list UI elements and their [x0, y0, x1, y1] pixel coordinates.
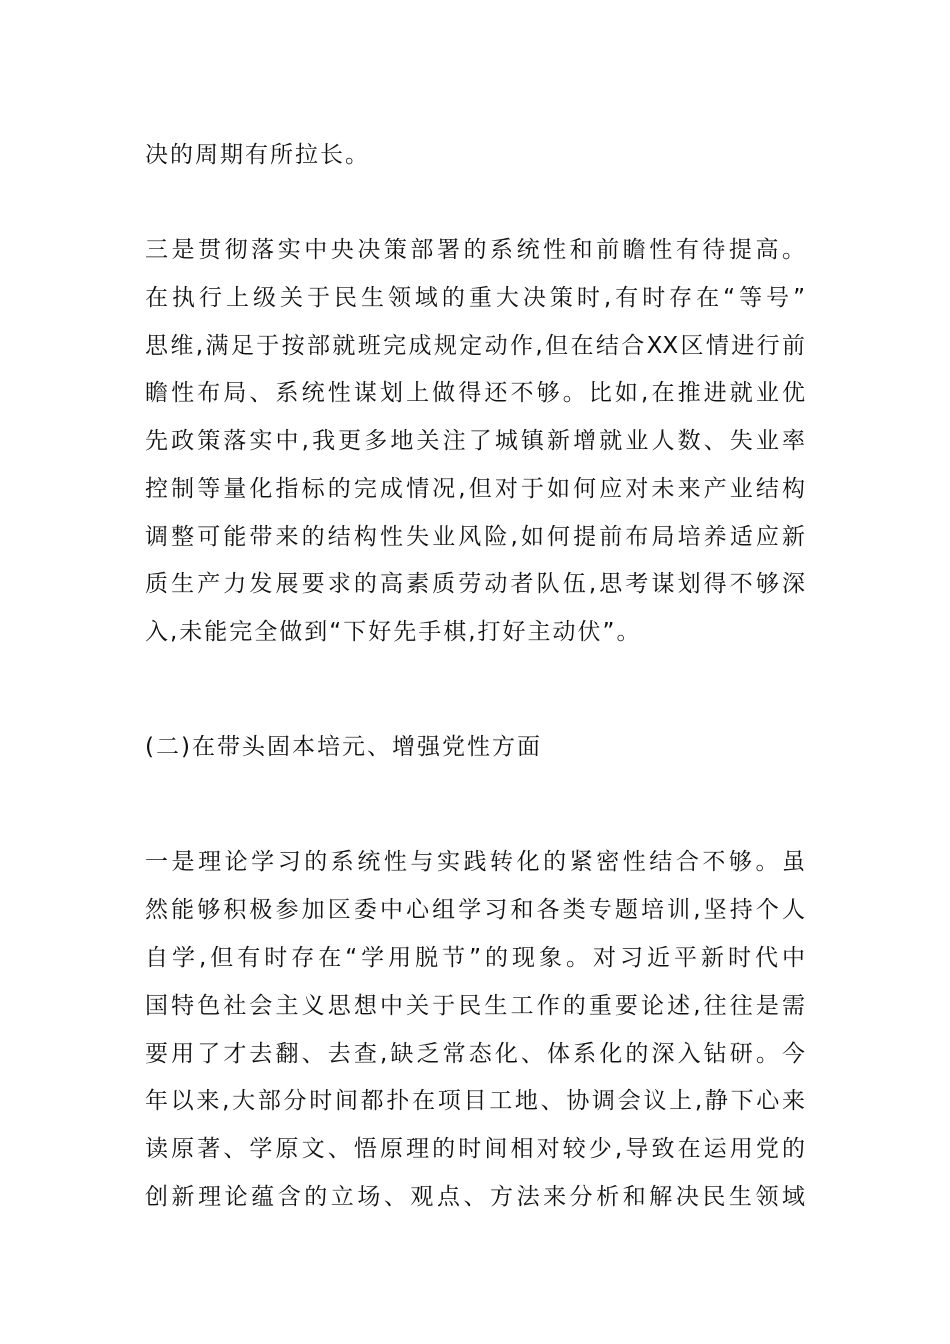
paragraph-line: 自学,但有时存在“学用脱节”的现象。对习近平新时代中 [145, 945, 805, 971]
paragraph-line: 三是贯彻落实中央决策部署的系统性和前瞻性有待提高。 [145, 237, 805, 263]
paragraph-line: 然能够积极参加区委中心组学习和各类专题培训,坚持个人 [145, 897, 805, 923]
paragraph-line: 调整可能带来的结构性失业风险,如何提前布局培养适应新 [145, 524, 805, 550]
paragraph-line: 先政策落实中,我更多地关注了城镇新增就业人数、失业率 [145, 428, 805, 454]
paragraph-line: 在执行上级关于民生领域的重大决策时,有时存在“等号” [145, 285, 805, 311]
paragraph-line: 要用了才去翻、去查,缺乏常态化、体系化的深入钻研。今 [145, 1041, 805, 1067]
paragraph-line: 创新理论蕴含的立场、观点、方法来分析和解决民生领域 [145, 1184, 805, 1210]
paragraph-line: 决的周期有所拉长。 [145, 142, 370, 168]
paragraph-line: 控制等量化指标的完成情况,但对于如何应对未来产业结构 [145, 476, 805, 502]
paragraph-line: 读原著、学原文、悟原理的时间相对较少,导致在运用党的 [145, 1136, 805, 1162]
paragraph-line: 入,未能完全做到“下好先手棋,打好主动伏”。 [145, 619, 642, 645]
paragraph-line: 质生产力发展要求的高素质劳动者队伍,思考谋划得不够深 [145, 571, 805, 597]
paragraph-line: 国特色社会主义思想中关于民生工作的重要论述,往往是需 [145, 993, 805, 1019]
paragraph-line: 瞻性布局、系统性谋划上做得还不够。比如,在推进就业优 [145, 380, 805, 406]
section-heading: (二)在带头固本培元、增强党性方面 [145, 734, 542, 760]
paragraph-line: 一是理论学习的系统性与实践转化的紧密性结合不够。虽 [145, 849, 805, 875]
paragraph-line: 思维,满足于按部就班完成规定动作,但在结合XX区情进行前 [145, 333, 805, 359]
paragraph-line: 年以来,大部分时间都扑在项目工地、协调会议上,静下心来 [145, 1088, 805, 1114]
